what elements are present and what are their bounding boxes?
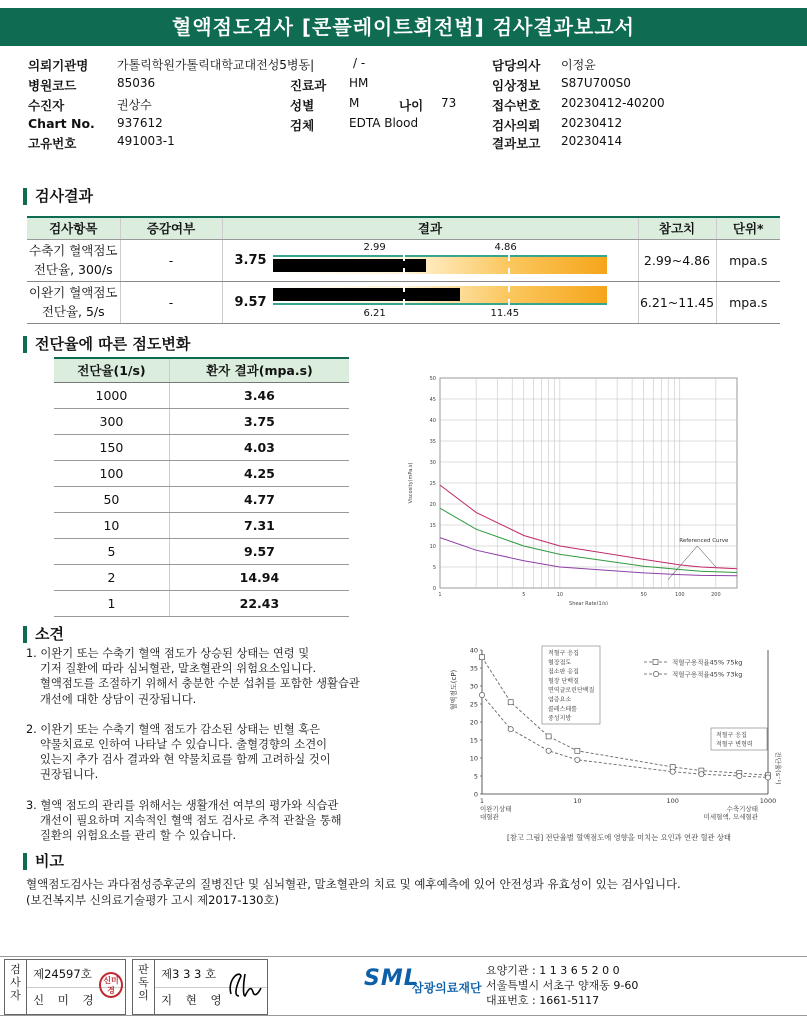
result-bar-track [273,286,607,305]
factor-label: 혈장점도 [548,659,572,667]
y-tick-label: 45 [429,397,436,403]
patient-result-cell: 4.03 [169,434,349,460]
opinion-line: 3. 혈액 점도의 관리를 위해서는 생활개선 여부의 평가와 식습관 [26,798,339,812]
label-receipt-no: 접수번호 [492,98,541,113]
y-tick-label: 25 [469,700,478,709]
remarks-text [26,876,681,908]
reviewer-box [132,959,268,1015]
legend-marker [653,671,658,676]
y-tick-label: 30 [429,460,436,466]
ref-high-marker [508,286,510,305]
y-tick-label: 5 [473,772,478,781]
inst-address: 서울특별시 서초구 양재동 9-60 [486,979,639,992]
x-tick-label: 50 [640,592,647,598]
y-tick-label: 10 [469,754,478,763]
y-tick-label: 35 [469,664,478,673]
result-unit: mpa.s [716,281,780,323]
results-header-item: 검사항목 [27,217,120,239]
label-hospital-code: 병원코드 [28,78,77,93]
shear-rate-cell: 2 [54,564,169,590]
shear-rate-cell: 1000 [54,382,169,408]
label-unique-no: 고유번호 [28,136,77,151]
result-change: - [120,239,222,281]
opinion-line: 1. 이완기 또는 수축기 혈액 점도가 상승된 상태는 연령 및 [26,647,310,660]
series-point [575,757,580,762]
results-section-title: 검사결과 [23,188,93,205]
y-tick-label: 40 [429,418,436,424]
factor-label: 혈장 단백질 [548,677,579,685]
shear-rate-cell: 50 [54,486,169,512]
shear-factor-chart [446,640,792,846]
factor-label: 면역글로린단백질 [548,687,595,695]
y-tick-label: 30 [469,682,478,691]
opinion-item [26,646,446,707]
ref-high-marker [508,255,510,274]
y-tick-label: 35 [429,439,436,445]
patient-result-cell: 9.57 [169,538,349,564]
sml-logo-block [364,966,482,995]
result-bar-fill [273,288,460,301]
opinion-line: 권장됩니다. [40,768,99,782]
institution-info [486,963,638,1008]
label-patient: 수진자 [28,98,65,113]
ref-high-tick: 11.45 [490,307,520,319]
result-item-name-line2: 전단율, 5/s [41,304,105,319]
ref-high-tick: 4.86 [494,241,517,253]
legend-marker [653,660,658,665]
patient-result-cell: 4.25 [169,460,349,486]
viscosity-table [54,357,349,617]
y-tick-label: 15 [469,736,478,745]
series-point [479,692,484,697]
examiner-name: 신 미 경 [33,993,99,1007]
patient-result-cell: 22.43 [169,590,349,616]
series-point [508,700,513,705]
opinion-line: 질환의 위험요소를 관리 할 수 있습니다. [40,829,237,843]
y-tick-label: 20 [429,502,436,508]
table-row [27,239,780,281]
age-value: 73 [441,96,457,110]
examiner-no: 제24597호 [33,967,92,981]
y-tick-label: 20 [469,718,478,727]
table-row [54,512,349,538]
opinion-line: 약물치료로 인하여 나타날 수 있습니다. 출혈경향의 소견이 [40,738,328,752]
result-reference: 2.99~4.86 [638,239,716,281]
opinion-line: 개선에 대한 상담이 권장됩니다. [40,692,197,706]
table-row [54,434,349,460]
y-tick-label: 0 [432,586,436,592]
chart-annotation: Referenced Curve [679,538,729,544]
series-point [508,727,513,732]
legend-label: 적혈구용적율45% 75kg [672,658,743,667]
unique-no-value: 491003-1 [117,134,175,148]
examiner-box [4,959,126,1015]
table-row [54,564,349,590]
shear-rate-cell: 150 [54,434,169,460]
ref-low-marker [403,286,405,305]
specimen-value: EDTA Blood [349,116,419,130]
x-left-label: 대혈관 [480,813,499,821]
x-tick-label: 1 [438,592,442,598]
table-row [54,460,349,486]
factor-label: 중성지방 [548,715,572,723]
x-tick-label: 100 [666,797,679,805]
viscosity-section-title: 전단율에 따른 점도변화 [23,336,190,353]
doctor-value: 이정윤 [561,58,596,72]
patient-result-cell: 3.75 [169,408,349,434]
series-point [546,734,551,739]
x-tick-label: 10 [573,797,582,805]
chart-caption: [참고 그림] 전단율별 혈액점도에 영향을 미치는 요인과 연관 혈관 상태 [507,833,731,842]
opinion-line: 2. 이완기 또는 수축기 혈액 점도가 감소된 상태는 빈혈 혹은 [26,722,321,736]
results-header-reference: 참고치 [638,217,716,239]
x-right-label: 미세혈액, 모세혈관 [703,813,758,821]
chart-no-value: 937612 [117,116,163,130]
factor-label: 적혈구 응집 [548,650,579,657]
table-row [54,382,349,408]
result-value: 9.57 [234,294,267,310]
patient-name-value: 권상수 [117,98,152,112]
factor-label: 적혈구 응집 [716,732,747,739]
right-axis-label: 전단율(s⁻¹) [774,751,782,785]
x-right-label: 수축기상태 [726,805,758,813]
series-point [670,769,675,774]
series-point [480,655,485,660]
x-tick-label: 100 [675,592,685,598]
result-item-name [27,239,120,281]
result-item-name-line2: 전단율, 300/s [33,262,113,277]
x-tick-label: 1 [479,797,485,805]
y-axis-label: 혈액점도(cP) [450,669,458,711]
y-axis-label: Viscosity(mPa.s) [408,462,414,504]
examiner-label: 검사자 [5,960,27,1014]
x-tick-label: 1000 [759,797,777,805]
opinion-line: 개선이 필요하며 지속적인 혈액 점도 검사로 추적 관찰을 통해 [40,813,342,827]
shear-rate-cell: 10 [54,512,169,538]
ref-low-tick: 2.99 [363,241,386,253]
label-specimen: 검체 [290,118,315,133]
opinion-section-title: 소견 [23,626,64,643]
remarks-section-title: 비고 [23,853,64,870]
result-bar-cell [222,239,638,281]
patient-result-cell: 14.94 [169,564,349,590]
shear-rate-cell: 5 [54,538,169,564]
shear-rate-cell: 100 [54,460,169,486]
viscosity-reference-chart [400,370,745,605]
reviewer-name: 지 현 영 [161,993,227,1007]
result-item-name [27,281,120,323]
ref-low-tick: 6.21 [363,307,386,319]
result-bar-accent [273,255,607,257]
results-header-result: 결과 [222,217,638,239]
opinion-line: 기저 질환에 따라 심뇌혈관, 말초혈관의 위험요소입니다. [40,662,317,676]
inst-code: 요양기관 : 1 1 3 6 5 2 0 0 [486,964,620,977]
result-bar-accent [273,303,607,305]
label-report-date: 결과보고 [492,136,541,151]
y-tick-label: 0 [473,790,478,799]
results-header-unit: 단위* [716,217,780,239]
opinion-item [26,798,446,844]
sml-logo: SML [364,966,419,991]
label-age: 나이 [399,98,424,113]
hospital-code-value: 85036 [117,76,156,90]
label-institution: 의뢰기관명 [28,58,89,73]
viscosity-header-shear: 전단율(1/s) [54,358,169,382]
table-row [54,486,349,512]
label-request-date: 검사의뢰 [492,118,541,133]
series-point [765,775,770,780]
label-department: 진료과 [290,78,327,93]
x-axis-label: Shear Rate(1/s) [569,601,608,605]
department-value: HM [349,76,369,90]
x-left-label: 이완기상태 [480,805,512,813]
result-item-name-line1: 수축기 혈액점도 [29,243,118,258]
reviewer-no: 제3 3 3 호 [161,967,217,981]
table-row [54,538,349,564]
shear-rate-cell: 300 [54,408,169,434]
result-change: - [120,281,222,323]
table-row [54,408,349,434]
label-clinical-info: 임상정보 [492,78,541,93]
viscosity-header-result: 환자 결과(mpa.s) [169,358,349,382]
report-title: 혈액점도검사 [콘플레이트회전법] 검사결과보고서 [0,8,807,46]
y-tick-label: 50 [429,376,436,382]
sex-value: M [349,96,360,110]
remarks-line: (보건복지부 신의료기술평가 고시 제2017-130호) [26,893,280,907]
opinion-line: 있는지 추가 검사 결과와 현 약물치료를 함께 고려하실 것이 [40,753,331,767]
institution-value: 가톨릭학원가톨릭대학교대전성5병동| [117,58,315,72]
ref-low-marker [403,255,405,274]
table-row [27,281,780,323]
result-bar-track [273,255,607,274]
report-date-value: 20230414 [561,134,623,148]
reviewer-signature [225,966,265,1006]
result-unit: mpa.s [716,239,780,281]
y-tick-label: 40 [469,646,478,655]
opinion-item [26,722,446,783]
x-tick-label: 5 [522,592,526,598]
opinion-line: 혈액점도를 조절하기 위해서 충분한 수분 섭취를 포함한 생활습관 [40,677,360,691]
series-point [699,772,704,777]
y-tick-label: 25 [429,481,436,487]
result-item-name-line1: 이완기 혈액점도 [29,285,118,300]
inst-phone: 대표번호 : 1661-5117 [486,994,600,1007]
table-row [54,590,349,616]
series-point [737,773,742,778]
y-tick-label: 5 [432,565,436,571]
factor-label: 적혈구 변형력 [716,741,753,748]
request-date-value: 20230412 [561,116,623,130]
examiner-stamp: 신미경 [99,972,123,998]
clinical-info-value: S87U700S0 [561,76,631,90]
factor-label: 콜레스테롤 [548,705,577,713]
y-tick-label: 15 [429,523,436,529]
results-header-change: 증감여부 [120,217,222,239]
label-sex: 성별 [290,98,315,113]
result-bar-cell [222,281,638,323]
label-doctor: 담당의사 [492,58,541,73]
ward-value: / - [353,56,366,70]
receipt-no-value: 20230412-40200 [561,96,665,110]
factor-label: 염증요소 [548,696,572,704]
y-tick-label: 10 [429,544,436,550]
legend-label: 적혈구용적율45% 73kg [672,670,743,679]
series-point [575,748,580,753]
company-name: 삼광의료재단 [412,981,482,995]
result-reference: 6.21~11.45 [638,281,716,323]
shear-rate-cell: 1 [54,590,169,616]
factor-label: 점소판 응집 [548,668,579,676]
opinion-text [26,646,446,858]
result-value: 3.75 [234,252,267,268]
reviewer-label: 판독의 [133,960,155,1014]
results-table [27,216,780,324]
x-tick-label: 10 [556,592,564,598]
patient-result-cell: 3.46 [169,382,349,408]
remarks-line: 혈액점도검사는 과다점성증후군의 질병진단 및 심뇌혈관, 말초혈관의 치료 및 예후예측에 있어 안전성과 유효성이 있는 검사입니다. [26,877,681,891]
x-tick-label: 200 [711,592,721,598]
patient-result-cell: 4.77 [169,486,349,512]
series-point [546,748,551,753]
patient-result-cell: 7.31 [169,512,349,538]
label-chart-no: Chart No. [28,116,95,131]
